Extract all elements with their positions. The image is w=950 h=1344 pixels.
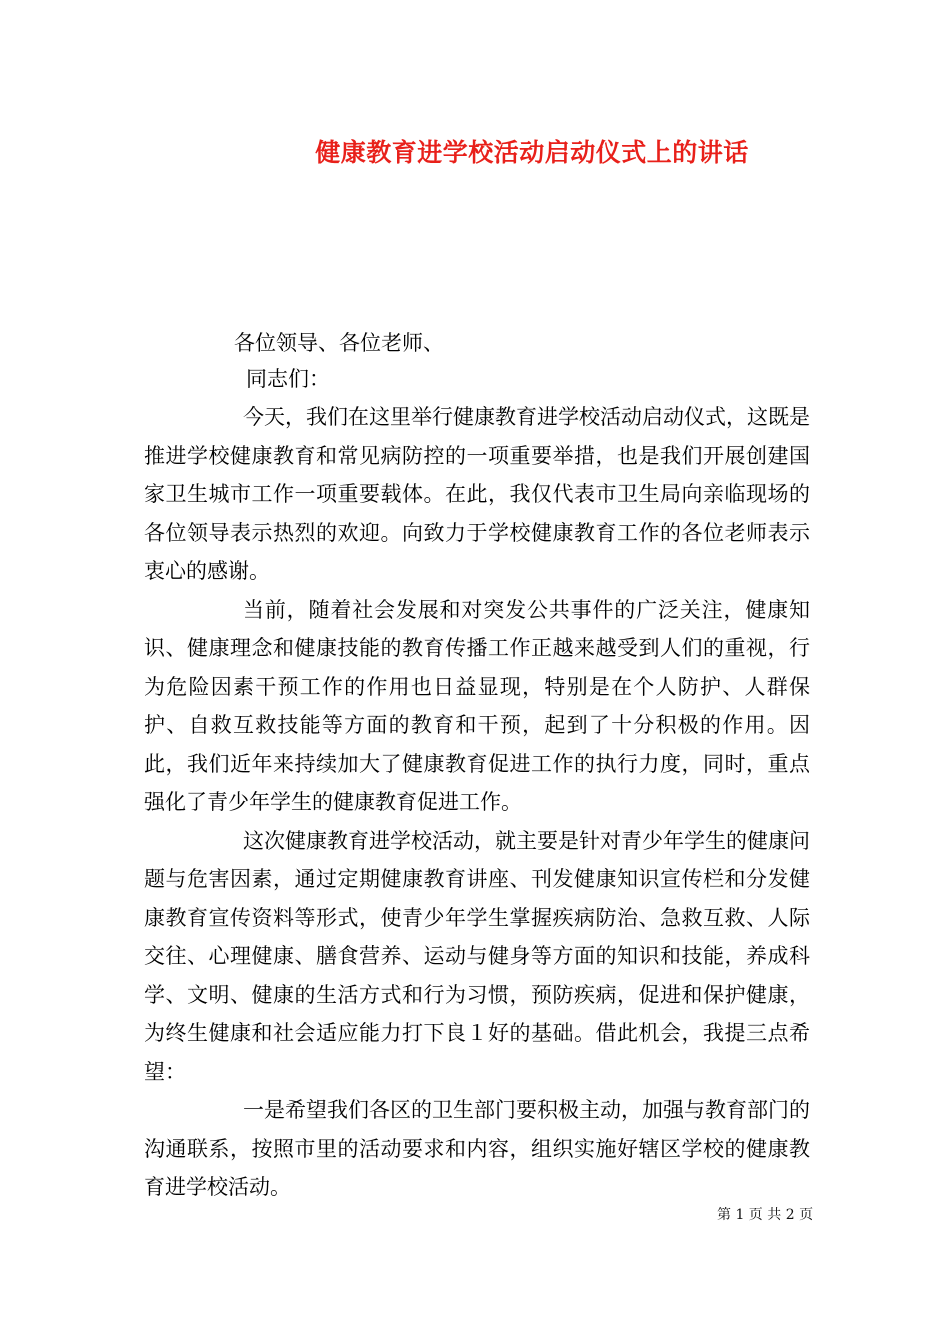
salutation-line-2: 同志们： — [246, 367, 330, 391]
paragraph-3: 这次健康教育进学校活动，就主要是针对青少年学生的健康问题与危害因素，通过定期健康教育讲座、刊发健康知识宣传栏和分发健康教育宣传资料等形式，使青少年学生掌握疾病防治、急救互救、人际交往、心理健康、膳食营养、运动与健身等方面的知识和技能，养成科学、文明、健康的生活方式和行为习惯，预防疾病，促进和保护健康，为终生健康和社会适应能力打下良１好的基础。借此机会，我提三点希望： — [144, 828, 810, 1084]
page-number-footer: 第 1 页 共 2 页 — [717, 1207, 814, 1223]
paragraph-2: 当前，随着社会发展和对突发公共事件的广泛关注，健康知识、健康理念和健康技能的教育传播工作正越来越受到人们的重视，行为危险因素干预工作的作用也日益显现，特别是在个人防护、人群保护、自救互救技能等方面的教育和干预，起到了十分积极的作用。因此，我们近年来持续加大了健康教育促进工作的执行力度，同时，重点强化了青少年学生的健康教育促进工作。 — [144, 597, 810, 814]
salutation-line-1: 各位领导、各位老师、 — [234, 331, 444, 355]
paragraph-1: 今天，我们在这里举行健康教育进学校活动启动仪式，这既是推进学校健康教育和常见病防控的一项重要举措，也是我们开展创建国家卫生城市工作一项重要载体。在此，我仅代表市卫生局向亲临现场的各位领导表示热烈的欢迎。向致力于学校健康教育工作的各位老师表示衷心的感谢。 — [144, 405, 810, 583]
speech-body — [144, 398, 810, 1207]
document-title: 健康教育进学校活动启动仪式上的讲话 — [315, 138, 749, 167]
paragraph-4: 一是希望我们各区的卫生部门要积极主动，加强与教育部门的沟通联系，按照市里的活动要求和内容，组织实施好辖区学校的健康教育进学校活动。 — [144, 1098, 810, 1199]
